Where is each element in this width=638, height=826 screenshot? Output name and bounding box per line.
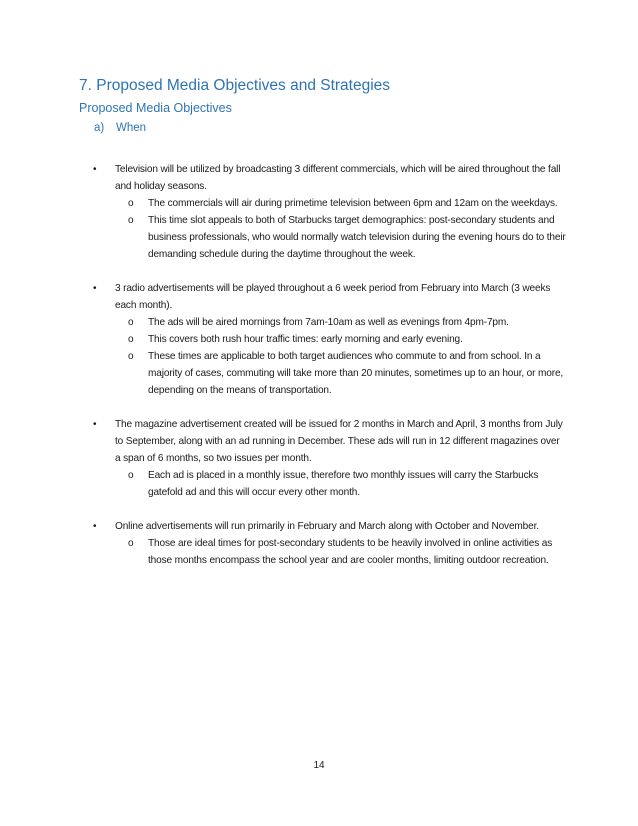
sub-item xyxy=(128,348,566,399)
sub-bullet-icon: o xyxy=(128,351,134,362)
sub-item xyxy=(128,212,566,263)
sub-list xyxy=(115,314,565,399)
sub-bullet-icon: o xyxy=(128,198,134,209)
sub-bullet-icon: o xyxy=(128,215,134,226)
bullet-online xyxy=(0,518,565,569)
sub-item xyxy=(128,467,566,501)
bullet-text: Online advertisements will run primarily in February and March along with October and November. xyxy=(115,521,539,532)
sub-item-text: Those are ideal times for post-secondary students to be heavily involved in online activities as those months encompass the school year and are cooler months, limiting outdoor recreation. xyxy=(148,538,553,566)
bullet-television xyxy=(0,161,565,263)
section-title: When xyxy=(116,122,147,134)
sub-item xyxy=(128,535,566,569)
bullet-text: 3 radio advertisements will be played throughout a 6 week period from February into March (3 weeks each month). xyxy=(115,283,551,311)
sub-bullet-icon: o xyxy=(128,334,134,345)
sub-item-text: This covers both rush hour traffic times: early morning and early evening. xyxy=(148,334,463,345)
bullet-icon: • xyxy=(93,419,97,430)
section-heading: 7. Proposed Media Objectives and Strategies xyxy=(79,77,391,94)
bullet-icon: • xyxy=(93,521,97,532)
sub-item xyxy=(128,331,566,348)
sub-list xyxy=(115,535,565,569)
sub-list xyxy=(115,467,565,501)
sub-bullet-icon: o xyxy=(128,470,134,481)
subsection-heading: Proposed Media Objectives xyxy=(79,101,232,115)
bullet-text: The magazine advertisement created will be issued for 2 months in March and April, 3 months from July to September, along with an ad running in December. These ads will run in 12 different magazines over a span of 6 months, so two issues per month. xyxy=(115,419,563,464)
page-number: 14 xyxy=(313,760,325,771)
sub-list xyxy=(115,195,565,263)
sub-item-text: These times are applicable to both target audiences who commute to and from school. In a majority of cases, commuting will take more than 20 minutes, sometimes up to an hour, or more, depending on the means of transportation. xyxy=(148,351,564,396)
sub-bullet-icon: o xyxy=(128,538,134,549)
bullet-icon: • xyxy=(93,164,97,175)
sub-item-text: The ads will be aired mornings from 7am-10am as well as evenings from 4pm-7pm. xyxy=(148,317,509,328)
sub-item xyxy=(128,195,566,212)
bullet-magazine xyxy=(0,416,565,501)
bullet-list xyxy=(0,161,638,569)
section-when-heading xyxy=(94,122,146,134)
bullet-radio xyxy=(0,280,565,399)
sub-item-text: This time slot appeals to both of Starbucks target demographics: post-secondary students and business professionals, who would normally watch television during the evening hours do to their demanding schedule during the daytime throughout the week. xyxy=(148,215,566,260)
bullet-text: Television will be utilized by broadcasting 3 different commercials, which will be aired throughout the fall and holiday seasons. xyxy=(115,164,561,192)
sub-item-text: Each ad is placed in a monthly issue, therefore two monthly issues will carry the Starbucks gatefold ad and this will occur every other month. xyxy=(148,470,539,498)
bullet-icon: • xyxy=(93,283,97,294)
section-label: a) xyxy=(94,122,105,134)
sub-item-text: The commercials will air during primetime television between 6pm and 12am on the weekdays. xyxy=(148,198,558,209)
sub-item xyxy=(128,314,566,331)
sub-bullet-icon: o xyxy=(128,317,134,328)
